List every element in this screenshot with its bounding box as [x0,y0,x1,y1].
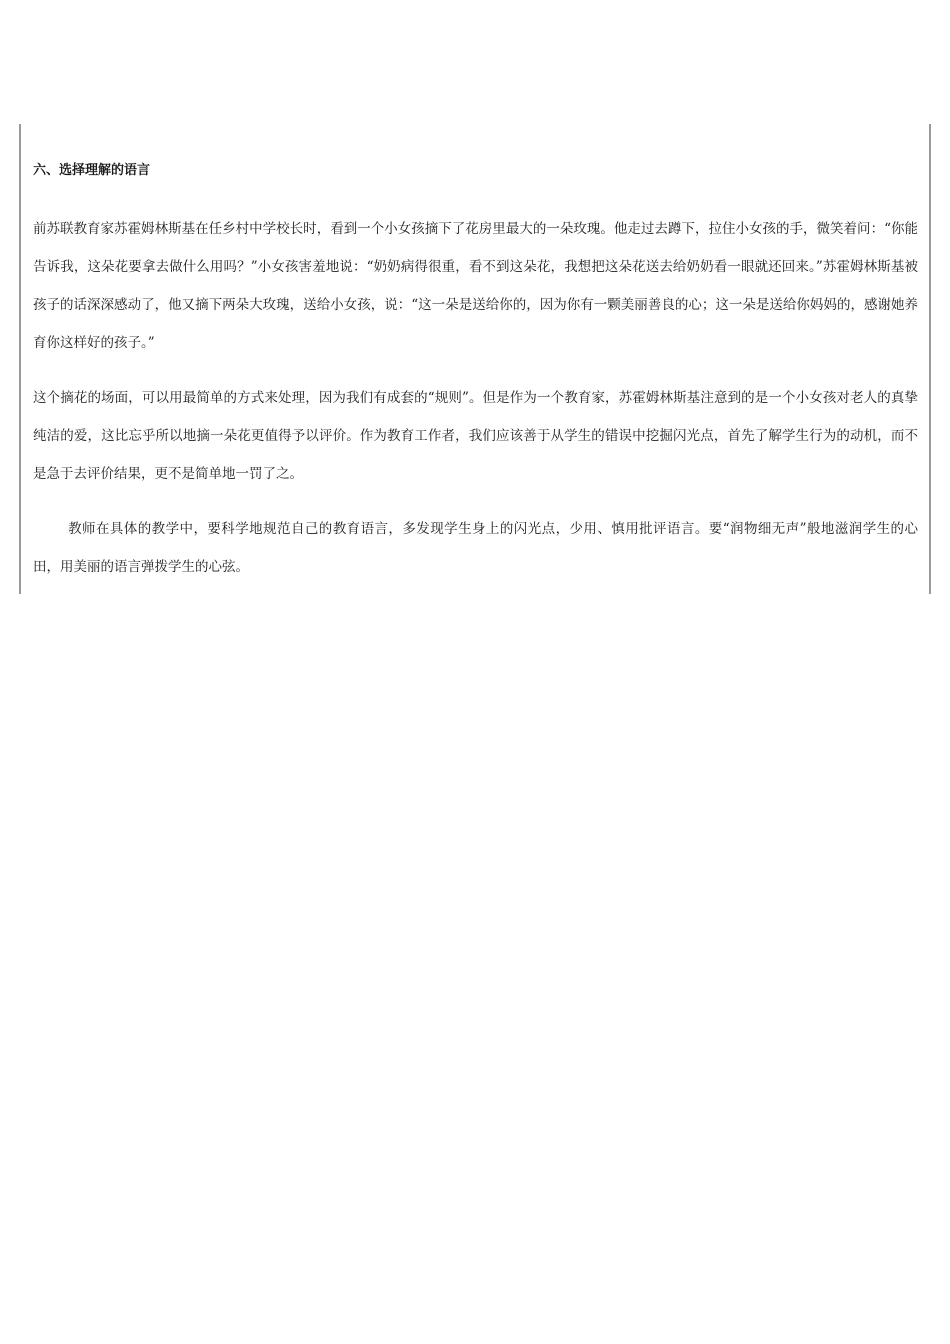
section-heading: 六、选择理解的语言 [33,163,151,178]
document-body [33,160,918,603]
paragraph-conclusion: 教师在具体的教学中，要科学地规范自己的教育语言，多发现学生身上的闪光点，少用、慎用批评语言。要“润物细无声”般地滋润学生的心田，用美丽的语言弹拨学生的心弦。 [33,521,918,575]
paragraph-analysis: 这个摘花的场面，可以用最简单的方式来处理，因为我们有成套的“规则”。但是作为一个教育家，苏霍姆林斯基注意到的是一个小女孩对老人的真挚纯洁的爱，这比忘乎所以地摘一朵花更值得予以评价。作为教育工作者，我们应该善于从学生的错误中挖掘闪光点，首先了解学生行为的动机，而不是急于去评价结果，更不是简单地一罚了之。 [33,390,918,482]
paragraph-story: 前苏联教育家苏霍姆林斯基在任乡村中学校长时，看到一个小女孩摘下了花房里最大的一朵玫瑰。他走过去蹲下，拉住小女孩的手，微笑着问：“你能告诉我，这朵花要拿去做什么用吗？”小女孩害羞地说：“奶奶病得很重，看不到这朵花，我想把这朵花送去给奶奶看一眼就还回来。”苏霍姆林斯基被孩子的话深深感动了，他又摘下两朵大玫瑰，送给小女孩，说：“这一朵是送给你的，因为你有一颗美丽善良的心；这一朵是送给你妈妈的，感谢她养育你这样好的孩子。” [33,221,918,351]
document-frame [19,124,931,594]
